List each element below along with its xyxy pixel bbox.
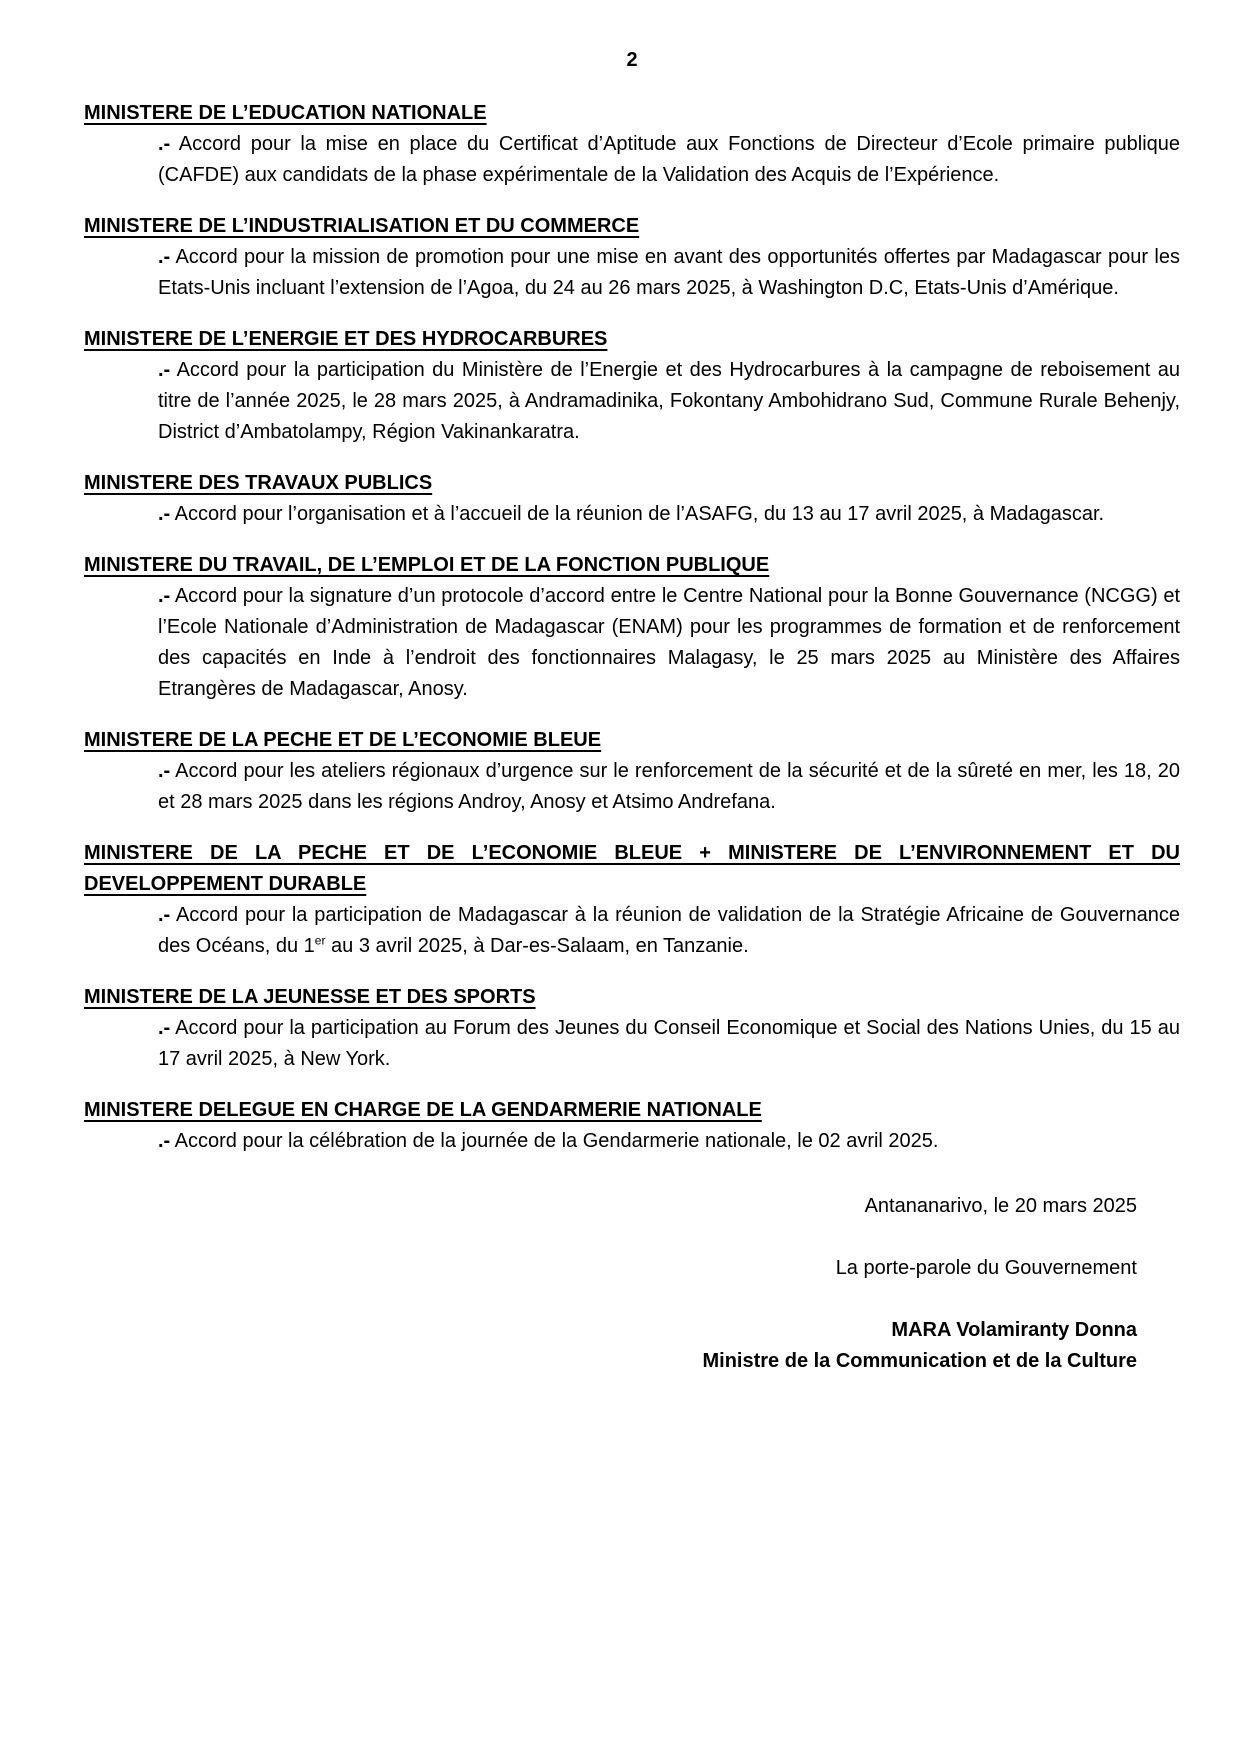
- accord-paragraph: [84, 581, 1180, 705]
- accord-text: Accord pour la participation du Ministère de l’Energie et des Hydrocarbures à la campagne de reboisement au titre de l’année 2025, le 28 mars 2025, à Andramadinika, Fokontany Ambohidrano Sud, Commune Rurale Behenjy, District d’Ambatolampy, Région Vakinankaratra.: [158, 359, 1181, 443]
- ministry-heading: MINISTERE DE L’ENERGIE ET DES HYDROCARBURES: [84, 328, 608, 350]
- accord-text: Accord pour la signature d’un protocole d’accord entre le Centre National pour la Bonne Gouvernance (NCGG) et l’Ecole Nationale d’Administration de Madagascar (ENAM) pour les programmes de formation et de renforcement des capacités en Inde à l’endroit des fonctionnaires Malagasy, le 25 mars 2025 au Ministère des Affaires Etrangères de Madagascar, Anosy.: [158, 585, 1180, 700]
- accord-text: Accord pour la mise en place du Certificat d’Aptitude aux Fonctions de Directeur d’Ecole primaire publique (CAFDE) aux candidats de la phase expérimentale de la Validation des Acquis de l’Expérience.: [158, 133, 1181, 186]
- ministry-heading: MINISTERE DE LA JEUNESSE ET DES SPORTS: [84, 986, 536, 1008]
- accord-text: Accord pour l’organisation et à l’accueil de la réunion de l’ASAFG, du 13 au 17 avril 2025, à Madagascar.: [174, 503, 1105, 525]
- ministry-section-travail-emploi-fonction-publique: [84, 550, 1180, 705]
- ministry-heading: MINISTERE DE L’INDUSTRIALISATION ET DU COMMERCE: [84, 215, 640, 237]
- paragraph-marker: .-: [158, 585, 171, 607]
- ministry-section-energie-hydrocarbures: [84, 324, 1180, 448]
- ministry-section-industrialisation-commerce: [84, 211, 1180, 304]
- signatory-role: Ministre de la Communication et de la Culture: [702, 1350, 1137, 1372]
- accord-paragraph: [84, 242, 1180, 304]
- paragraph-marker: .-: [158, 1017, 171, 1039]
- accord-paragraph: [84, 756, 1180, 818]
- ministry-heading: MINISTERE DU TRAVAIL, DE L’EMPLOI ET DE LA FONCTION PUBLIQUE: [84, 554, 770, 576]
- accord-paragraph: [84, 355, 1180, 448]
- ministry-heading: MINISTERE DE L’EDUCATION NATIONALE: [84, 102, 487, 124]
- communique-body: [84, 98, 1180, 1157]
- place-date-line: Antananarivo, le 20 mars 2025: [864, 1195, 1137, 1217]
- accord-text: Accord pour la participation de Madagascar à la réunion de validation de la Stratégie Africaine de Gouvernance des Océans, du 1: [158, 904, 1181, 957]
- ministry-section-peche-economie-bleue: [84, 725, 1180, 818]
- paragraph-marker: .-: [158, 904, 171, 926]
- accord-paragraph: [84, 1013, 1180, 1075]
- accord-text: Accord pour la participation au Forum des Jeunes du Conseil Economique et Social des Nations Unies, du 15 au 17 avril 2025, à New York.: [158, 1017, 1180, 1070]
- paragraph-marker: .-: [158, 1130, 171, 1152]
- paragraph-marker: .-: [158, 760, 171, 782]
- ministry-section-jeunesse-sports: [84, 982, 1180, 1075]
- signatory-name: MARA Volamiranty Donna: [891, 1319, 1137, 1341]
- ministry-section-gendarmerie-nationale: [84, 1095, 1180, 1157]
- ministry-heading: MINISTERE DES TRAVAUX PUBLICS: [84, 472, 433, 494]
- accord-paragraph: [84, 1126, 1180, 1157]
- paragraph-marker: .-: [158, 133, 171, 155]
- accord-text: au 3 avril 2025, à Dar-es-Salaam, en Tanzanie.: [325, 935, 749, 957]
- ministry-heading: MINISTERE DE LA PECHE ET DE L’ECONOMIE BLEUE + MINISTERE DE L’ENVIRONNEMENT ET DU DEVELOPPEMENT DURABLE: [84, 842, 1180, 895]
- accord-text: Accord pour la mission de promotion pour une mise en avant des opportunités offertes par Madagascar pour les Etats-Unis incluant l’extension de l’Agoa, du 24 au 26 mars 2025, à Washington D.C, Etats-Unis d’Amérique.: [158, 246, 1180, 299]
- ministry-heading: MINISTERE DE LA PECHE ET DE L’ECONOMIE BLEUE: [84, 729, 602, 751]
- paragraph-marker: .-: [158, 246, 171, 268]
- paragraph-marker: .-: [158, 359, 171, 381]
- ministry-heading: MINISTERE DELEGUE EN CHARGE DE LA GENDARMERIE NATIONALE: [84, 1099, 762, 1121]
- page-number: 2: [626, 49, 638, 71]
- ordinal-superscript: er: [314, 933, 326, 948]
- accord-paragraph: [84, 129, 1180, 191]
- accord-text: Accord pour la célébration de la journée de la Gendarmerie nationale, le 02 avril 2025.: [174, 1130, 939, 1152]
- accord-text: Accord pour les ateliers régionaux d’urgence sur le renforcement de la sécurité et de la sûreté en mer, les 18, 20 et 28 mars 2025 dans les régions Androy, Anosy et Atsimo Andrefana.: [158, 760, 1180, 813]
- spokesperson-title-line: La porte-parole du Gouvernement: [835, 1257, 1137, 1279]
- ministry-section-education: [84, 98, 1180, 191]
- ministry-section-peche-environnement: [84, 838, 1180, 962]
- paragraph-marker: .-: [158, 503, 171, 525]
- accord-paragraph: [84, 499, 1180, 530]
- signature-block: [84, 1191, 1180, 1377]
- ministry-section-travaux-publics: [84, 468, 1180, 530]
- accord-paragraph: [84, 900, 1180, 962]
